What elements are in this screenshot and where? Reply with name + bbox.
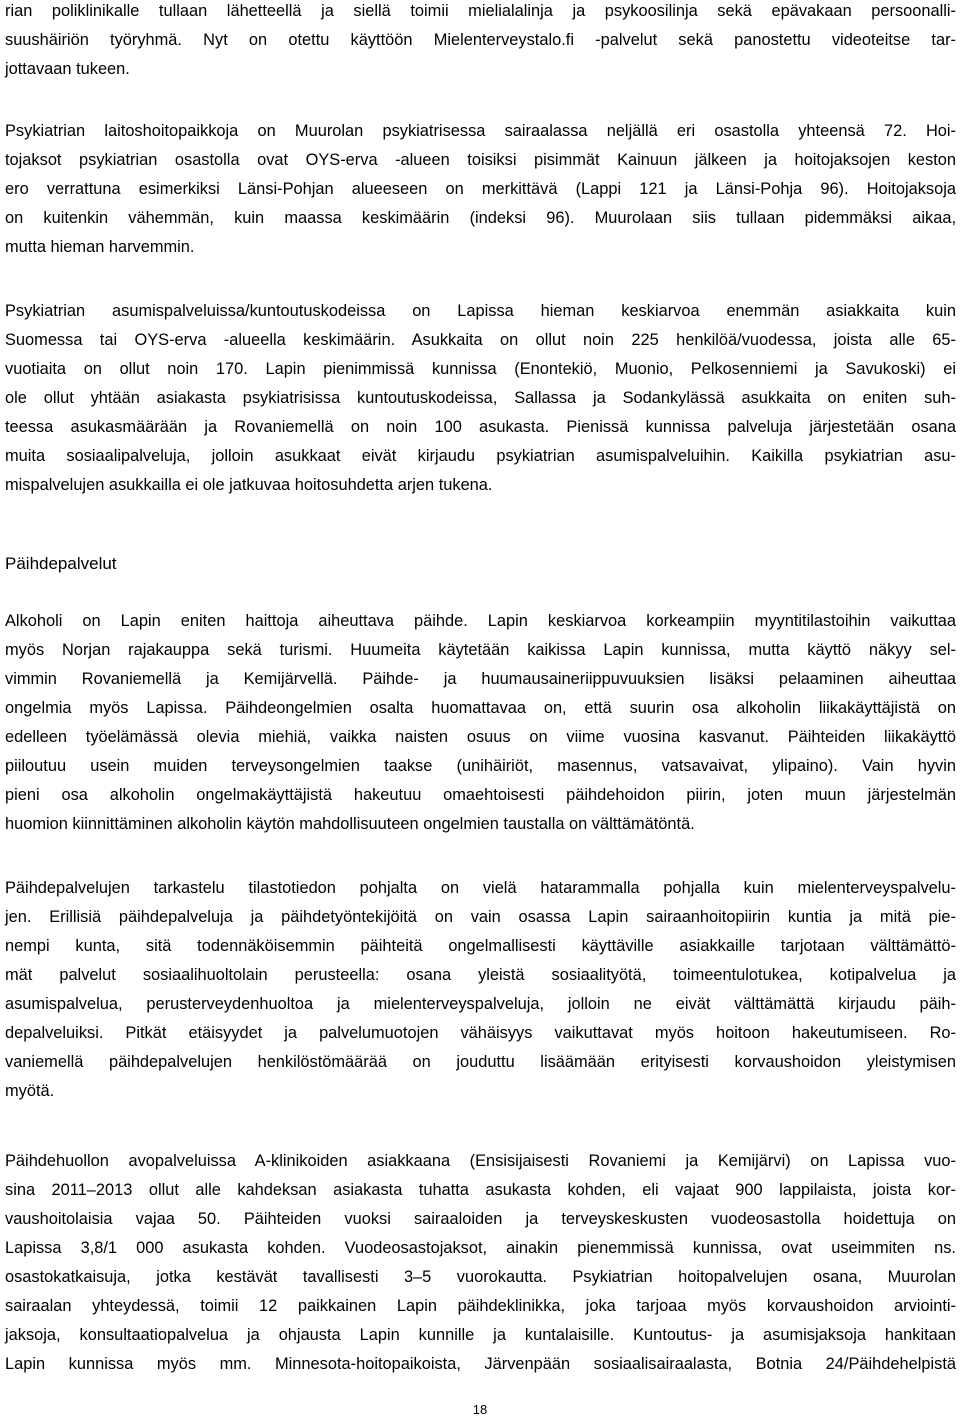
text-line: myös Norjan rajakauppa sekä turismi. Huumeita käytetään kaikissa Lapin kunnissa, mutta käyttö näkyy sel- xyxy=(5,641,956,659)
text-line: muita sosiaalipalveluja, jolloin asukkaat eivät kirjaudu psykiatrian asumispalveluihin. Kaikilla psykiatrian asu- xyxy=(5,447,956,465)
paragraph-2 xyxy=(5,117,956,262)
text-line: mutta hieman harvemmin. xyxy=(5,238,195,256)
text-line: piiloutuu usein muiden terveysongelmien taakse (unihäiriöt, masennus, vatsavaivat, ylipaino). Vain hyvin xyxy=(5,757,956,775)
text-line: sina 2011–2013 ollut alle kahdeksan asiakasta tuhatta asukasta kohden, eli vajaat 900 lappilaista, joista kor- xyxy=(5,1181,956,1199)
text-line: edelleen työelämässä olevia miehiä, vaikka naisten osuus on viime vuosina kasvanut. Päihteiden liikakäyttö xyxy=(5,728,956,746)
text-line: Lapissa 3,8/1 000 asukasta kohden. Vuodeosastojaksot, ainakin pienemmissä kunnissa, ovat useimmiten ns. xyxy=(5,1239,956,1257)
text-line: teessa asukasmäärään ja Rovaniemellä on noin 100 asukasta. Pienissä kunnissa palveluja järjestetään osana xyxy=(5,418,956,436)
text-line: mät palvelut sosiaalihuoltolain perusteella: osana yleistä sosiaalityötä, toimeentulotukea, kotipalvelua ja xyxy=(5,966,956,984)
text-line: jaksoja, konsultaatiopalvelua ja ohjausta Lapin kunnille ja kuntalaisille. Kuntoutus- ja asumisjaksoja hankitaan xyxy=(5,1326,956,1344)
text-line: Psykiatrian laitoshoitopaikkoja on Muurolan psykiatrisessa sairaalassa neljällä eri osastolla yhteensä 72. Hoi- xyxy=(5,122,956,140)
text-line: Psykiatrian asumispalveluissa/kuntoutuskodeissa on Lapissa hieman keskiarvoa enemmän asiakkaita kuin xyxy=(5,302,956,320)
text-line: nempi kunta, sitä todennäköisemmin päihteitä ongelmallisesti käyttäville asiakkaille tarjotaan välttämättö- xyxy=(5,937,956,955)
paragraph-6 xyxy=(5,1147,956,1379)
text-line: jottavaan tukeen. xyxy=(5,60,130,78)
page-number: 18 xyxy=(472,1402,488,1417)
text-line: rian poliklinikalle tullaan lähetteellä ja siellä toimii mielialalinja ja psykoosilinja sekä epävakaan persoonalli- xyxy=(5,2,956,20)
text-line: on kuitenkin vähemmän, kuin maassa keskimäärin (indeksi 96). Muurolaan siis tullaan pidemmäksi aikaa, xyxy=(5,209,956,227)
text-line: ongelmia myös Lapissa. Päihdeongelmien osalta huomattavaa on, että suurin osa alkoholin liikakäyttäjistä on xyxy=(5,699,956,717)
text-line: vimmin Rovaniemellä ja Kemijärvellä. Päihde- ja huumausaineriippuvuuksien lisäksi pelaaminen aiheuttaa xyxy=(5,670,956,688)
text-line: vaushoitolaisia vajaa 50. Päihteiden vuoksi sairaaloiden ja terveyskeskusten vuodeosastolla hoidettuja on xyxy=(5,1210,956,1228)
text-line: Alkoholi on Lapin eniten haittoja aiheuttava päihde. Lapin keskiarvoa korkeampiin myyntitilastoihin vaikuttaa xyxy=(5,612,956,630)
text-line: myötä. xyxy=(5,1082,55,1100)
paragraph-1 xyxy=(5,0,956,84)
text-line: asumispalvelua, perusterveydenhuoltoa ja mielenterveyspalveluja, jolloin ne eivät välttämättä kirjaudu päih- xyxy=(5,995,956,1013)
text-line: Suomessa tai OYS-erva -alueella keskimäärin. Asukkaita on ollut noin 225 henkilöä/vuodessa, joista alle 65- xyxy=(5,331,956,349)
text-line: jen. Erillisiä päihdepalveluja ja päihdetyöntekijöitä on vain osassa Lapin sairaanhoitopiirin kuntia ja mitä pie- xyxy=(5,908,956,926)
paragraph-4 xyxy=(5,607,956,839)
text-line: ero verrattuna esimerkiksi Länsi-Pohjan alueeseen on merkittävä (Lappi 121 ja Länsi-Pohja 96). Hoitojaksoja xyxy=(5,180,956,198)
text-line: sairaalan yhteydessä, toimii 12 paikkainen Lapin päihdeklinikka, joka tarjoaa myös korvaushoidon arviointi- xyxy=(5,1297,956,1315)
text-line: depalveluiksi. Pitkät etäisyydet ja palvelumuotojen vähäisyys vaikuttavat myös hoitoon hakeutumiseen. Ro- xyxy=(5,1024,956,1042)
text-line: Päihdehuollon avopalveluissa A-klinikoiden asiakkaana (Ensisijaisesti Rovaniemi ja Kemijärvi) on Lapissa vuo- xyxy=(5,1152,956,1170)
text-line: osastokatkaisuja, jotka kestävät tavallisesti 3–5 vuorokautta. Psykiatrian hoitopalvelujen osana, Muurolan xyxy=(5,1268,956,1286)
text-line: tojaksot psykiatrian osastolla ovat OYS-erva -alueen toisiksi pisimmät Kainuun jälkeen ja hoitojaksojen keston xyxy=(5,151,956,169)
text-line: vuotiaita on ollut noin 170. Lapin pienimmissä kunnissa (Enontekiö, Muonio, Pelkosenniemi ja Savukoski) ei xyxy=(5,360,956,378)
text-line: Lapin kunnissa myös mm. Minnesota-hoitopaikoista, Järvenpään sosiaalisairaalasta, Botnia 24/Päihdehelpistä xyxy=(5,1355,956,1373)
text-line: suushäiriön työryhmä. Nyt on otettu käyttöön Mielenterveystalo.fi -palvelut sekä panostettu videoteitse tar- xyxy=(5,31,956,49)
text-line: pieni osa alkoholin ongelmakäyttäjistä hakeutuu omaehtoisesti päihdehoidon piirin, joten muun järjestelmän xyxy=(5,786,956,804)
text-line: Päihdepalvelujen tarkastelu tilastotiedon pohjalta on vielä hatarammalla pohjalla kuin mielenterveyspalvelu- xyxy=(5,879,956,897)
paragraph-5 xyxy=(5,874,956,1106)
text-line: ole ollut yhtään asiakasta psykiatrisissa kuntoutuskodeissa, Sallassa ja Sodankylässä asukkaita on eniten suh- xyxy=(5,389,956,407)
text-line: huomion kiinnittäminen alkoholin käytön mahdollisuuteen ongelmien taustalla on välttämätöntä. xyxy=(5,815,695,833)
section-heading: Päihdepalvelut xyxy=(5,554,117,573)
paragraph-3 xyxy=(5,297,956,500)
text-line: vaniemellä päihdepalvelujen henkilöstömäärää on jouduttu lisäämään erityisesti korvaushoidon yleistymisen xyxy=(5,1053,956,1071)
text-line: mispalvelujen asukkailla ei ole jatkuvaa hoitosuhdetta arjen tukena. xyxy=(5,476,493,494)
